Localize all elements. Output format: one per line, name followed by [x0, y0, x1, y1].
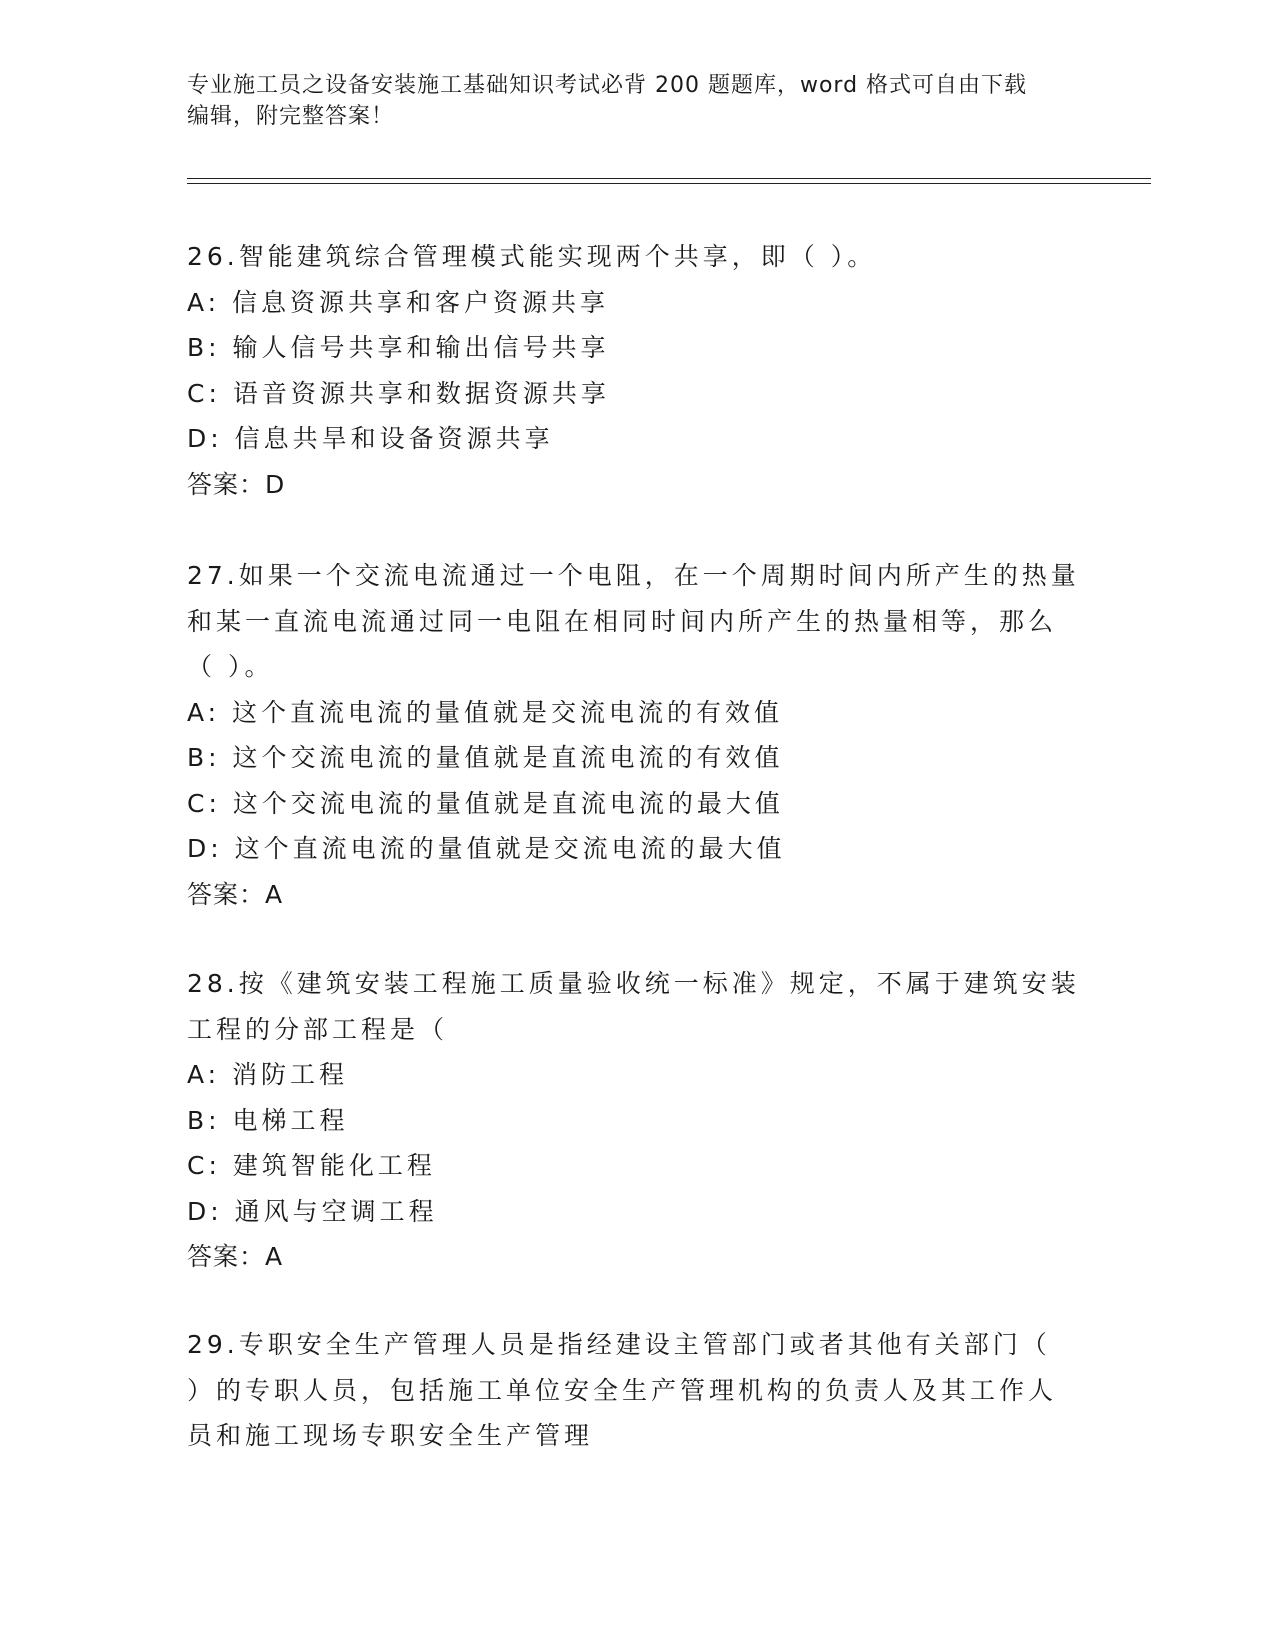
header-divider-top	[187, 178, 1151, 179]
header-line-2: 编辑，附完整答案！	[187, 104, 395, 129]
option-c: C: 这个交流电流的量值就是直流电流的最大值	[187, 788, 784, 818]
option-a: A: 信息资源共享和客户资源共享	[187, 287, 610, 317]
question-stem-line-3: 员和施工现场专职安全生产管理	[187, 1421, 594, 1450]
document-header	[187, 70, 1087, 132]
question-27	[187, 553, 1087, 917]
question-stem-line-1: 29.专职安全生产管理人员是指经建设主管部门或者其他有关部门（	[187, 1330, 1051, 1359]
option-a: A: 消防工程	[187, 1060, 349, 1089]
answer: 答案：D	[187, 469, 286, 499]
question-stem: 26.智能建筑综合管理模式能实现两个共享，即（ ）。	[187, 242, 877, 271]
header-divider-bottom	[187, 183, 1151, 184]
question-29	[187, 1322, 1087, 1459]
question-stem-line-2: 和某一直流电流通过同一电阻在相同时间内所产生的热量相等，那么	[187, 606, 1058, 636]
header-line-1: 专业施工员之设备安装施工基础知识考试必背 200 题题库，word 格式可自由下载	[187, 73, 1028, 98]
question-28	[187, 961, 1087, 1280]
option-d: D: 这个直流电流的量值就是交流电流的最大值	[187, 834, 786, 863]
option-d: D: 信息共旱和设备资源共享	[187, 424, 554, 453]
question-stem-line-1: 28.按《建筑安装工程施工质量验收统一标准》规定，不属于建筑安装	[187, 969, 1080, 998]
option-b: B: 电梯工程	[187, 1105, 349, 1135]
option-b: B: 输人信号共享和输出信号共享	[187, 333, 610, 362]
question-26	[187, 234, 1087, 507]
option-a: A: 这个直流电流的量值就是交流电流的有效值	[187, 697, 784, 727]
option-d: D: 通风与空调工程	[187, 1196, 438, 1226]
option-c: C: 语音资源共享和数据资源共享	[187, 378, 610, 408]
option-b: B: 这个交流电流的量值就是直流电流的有效值	[187, 743, 784, 772]
question-stem-line-2: 工程的分部工程是（	[187, 1014, 449, 1044]
answer: 答案：A	[187, 1242, 284, 1271]
answer: 答案：A	[187, 879, 284, 909]
question-stem-line-1: 27.如果一个交流电流通过一个电阻，在一个周期时间内所产生的热量	[187, 561, 1080, 590]
option-c: C: 建筑智能化工程	[187, 1151, 436, 1180]
question-stem-line-2: ）的专职人员，包括施工单位安全生产管理机构的负责人及其工作人	[187, 1375, 1058, 1405]
question-stem-line-3: （ ）。	[187, 652, 274, 681]
